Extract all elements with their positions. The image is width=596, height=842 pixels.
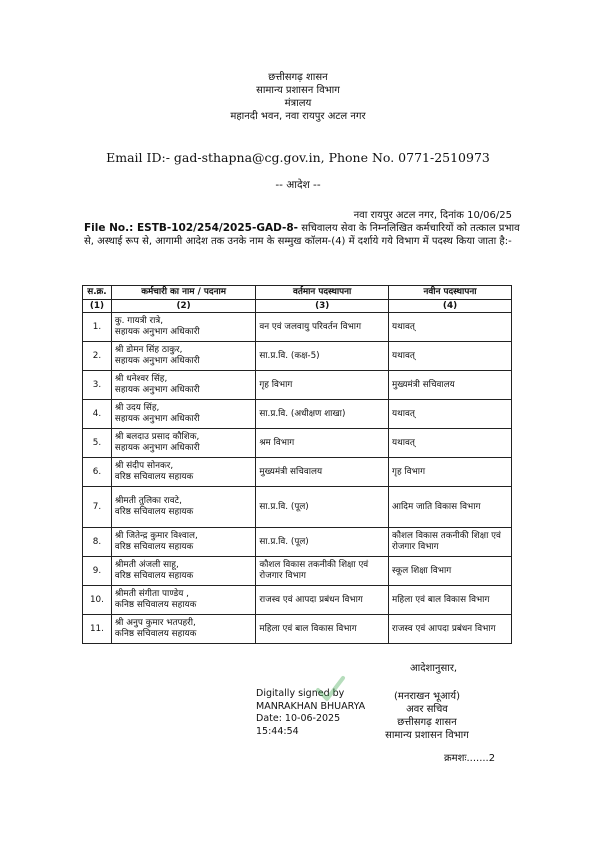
- header-state: छत्तीसगढ़ शासन: [268, 72, 328, 83]
- serial-cell: 3.: [83, 371, 112, 400]
- file-number: File No.: ESTB-102/254/2025-GAD-8-: [84, 222, 299, 234]
- signatory-org: छत्तीसगढ़ शासन: [397, 717, 457, 728]
- digital-signature-time: 15:44:54: [256, 725, 299, 737]
- current-posting-cell: गृह विभाग: [256, 371, 389, 400]
- table-row: [83, 557, 512, 586]
- current-posting-cell: सा.प्र.वि. (अधीक्षण शाखा): [256, 400, 389, 429]
- new-posting-cell: यथावत्: [389, 429, 512, 458]
- table-row: [83, 313, 512, 342]
- date-line: नवा रायपुर अटल नगर, दिनांक 10/06/25: [353, 210, 512, 221]
- new-posting-cell: स्कूल शिक्षा विभाग: [389, 557, 512, 586]
- digital-signature-date: Date: 10-06-2025: [256, 713, 341, 724]
- col-number: (3): [256, 300, 389, 313]
- employee-name: श्रीमती संगीता पाण्डेय ,: [114, 589, 189, 599]
- employee-cell: [111, 313, 255, 342]
- table-row: [83, 400, 512, 429]
- col-header-name: कर्मचारी का नाम / पदनाम: [111, 286, 255, 300]
- serial-cell: 10.: [83, 586, 112, 615]
- col-header-current: वर्तमान पदस्थापना: [256, 286, 389, 300]
- employee-cell: [111, 586, 255, 615]
- table-header-row: [83, 286, 512, 300]
- signatory-block: [352, 690, 502, 742]
- table-row: [83, 458, 512, 487]
- current-posting-cell: मुख्यमंत्री सचिवालय: [256, 458, 389, 487]
- employee-cell: [111, 487, 255, 528]
- employee-post: सहायक अनुभाग अधिकारी: [114, 327, 200, 337]
- serial-cell: 6.: [83, 458, 112, 487]
- header-address: महानदी भवन, नवा रायपुर अटल नगर: [230, 111, 366, 122]
- table-row: [83, 586, 512, 615]
- digital-signature-line: Digitally signed by: [256, 688, 345, 699]
- new-posting-cell: यथावत्: [389, 400, 512, 429]
- serial-cell: 4.: [83, 400, 112, 429]
- table-row: [83, 528, 512, 557]
- order-title: -- आदेश --: [275, 179, 321, 191]
- table-row: [83, 487, 512, 528]
- header-department: सामान्य प्रशासन विभाग: [256, 85, 340, 96]
- employee-name: कु. गायत्री रात्रे,: [114, 316, 164, 326]
- employee-name: श्री जितेन्द्र कुमार विश्वाल,: [114, 531, 198, 541]
- employee-cell: [111, 615, 255, 644]
- current-posting-cell: महिला एवं बाल विकास विभाग: [256, 615, 389, 644]
- employee-post: सहायक अनुभाग अधिकारी: [114, 443, 200, 453]
- new-posting-cell: मुख्यमंत्री सचिवालय: [389, 371, 512, 400]
- table-row: [83, 429, 512, 458]
- header-ministry: मंत्रालय: [284, 98, 312, 109]
- employee-cell: [111, 528, 255, 557]
- signatory-name: (मनराखन भूआर्य): [394, 691, 460, 702]
- employee-cell: [111, 458, 255, 487]
- employee-cell: [111, 557, 255, 586]
- employee-post: सहायक अनुभाग अधिकारी: [114, 414, 200, 424]
- signatory-designation: अवर सचिव: [406, 704, 448, 715]
- new-posting-cell: गृह विभाग: [389, 458, 512, 487]
- current-posting-cell: कौशल विकास तकनीकी शिक्षा एवं रोजगार विभाग: [256, 557, 389, 586]
- current-posting-cell: सा.प्र.वि. (कक्ष-5): [256, 342, 389, 371]
- current-posting-cell: राजस्व एवं आपदा प्रबंधन विभाग: [256, 586, 389, 615]
- current-posting-cell: श्रम विभाग: [256, 429, 389, 458]
- serial-cell: 11.: [83, 615, 112, 644]
- col-number: (2): [111, 300, 255, 313]
- new-posting-cell: यथावत्: [389, 313, 512, 342]
- employee-name: श्री डोमन सिंह ठाकुर,: [114, 345, 183, 355]
- employee-post: वरिष्ठ सचिवालय सहायक: [114, 472, 194, 482]
- new-posting-cell: राजस्व एवं आपदा प्रबंधन विभाग: [389, 615, 512, 644]
- table-row: [83, 615, 512, 644]
- serial-cell: 8.: [83, 528, 112, 557]
- serial-cell: 1.: [83, 313, 112, 342]
- order-body-text: सचिवालय सेवा के निम्नलिखित कर्मचारियों को तत्काल प्रभाव से, अस्थाई रूप से, आगामी आदेश तक उनके नाम के सम्मुख कॉलम-(4) में दर्शाये गये विभाग में पदस्थ किया जाता है:-: [84, 223, 520, 247]
- new-posting-cell: कौशल विकास तकनीकी शिक्षा एवं रोजगार विभाग: [389, 528, 512, 557]
- contact-line: Email ID:- gad-sthapna@cg.gov.in, Phone No. 0771-2510973: [106, 150, 490, 165]
- employee-cell: [111, 400, 255, 429]
- new-posting-cell: आदिम जाति विकास विभाग: [389, 487, 512, 528]
- employee-post: कनिष्ठ सचिवालय सहायक: [114, 600, 197, 610]
- employee-cell: [111, 429, 255, 458]
- table-row: [83, 371, 512, 400]
- serial-cell: 5.: [83, 429, 112, 458]
- table-row: [83, 342, 512, 371]
- employee-post: वरिष्ठ सचिवालय सहायक: [114, 571, 194, 581]
- employee-name: श्री उदय सिंह,: [114, 403, 160, 413]
- current-posting-cell: वन एवं जलवायु परिवर्तन विभाग: [256, 313, 389, 342]
- signature-valid-check-icon: [310, 668, 350, 708]
- signatory-department: सामान्य प्रशासन विभाग: [385, 730, 469, 741]
- employee-name: श्री बलदाउ प्रसाद कौशिक,: [114, 432, 200, 442]
- employee-post: सहायक अनुभाग अधिकारी: [114, 356, 200, 366]
- employee-post: वरिष्ठ सचिवालय सहायक: [114, 542, 194, 552]
- employee-post: सहायक अनुभाग अधिकारी: [114, 385, 200, 395]
- employee-post: कनिष्ठ सचिवालय सहायक: [114, 629, 197, 639]
- digital-signature-signer: MANRAKHAN BHUARYA: [256, 700, 366, 712]
- serial-cell: 7.: [83, 487, 112, 528]
- col-number: (4): [389, 300, 512, 313]
- continued-marker: क्रमशः.......2: [444, 753, 496, 764]
- employee-name: श्रीमती अंजली साहू,: [114, 560, 179, 570]
- employee-name: श्री संदीप सोनकर,: [114, 461, 174, 471]
- col-header-serial: स.क्र.: [83, 286, 112, 300]
- serial-cell: 9.: [83, 557, 112, 586]
- new-posting-cell: यथावत्: [389, 342, 512, 371]
- closing-text: आदेशानुसार,: [410, 663, 458, 674]
- order-paragraph: [84, 222, 520, 248]
- employee-name: श्रीमती तुलिका रावटे,: [114, 496, 182, 506]
- current-posting-cell: सा.प्र.वि. (पूल): [256, 487, 389, 528]
- employee-cell: [111, 371, 255, 400]
- new-posting-cell: महिला एवं बाल विकास विभाग: [389, 586, 512, 615]
- table-column-number-row: [83, 300, 512, 313]
- col-number: (1): [83, 300, 112, 313]
- employee-name: श्री धनेश्वर सिंह,: [114, 374, 168, 384]
- employee-cell: [111, 342, 255, 371]
- employee-name: श्री अनुप कुमार भतपहरी,: [114, 618, 196, 628]
- posting-table: [82, 285, 512, 644]
- current-posting-cell: सा.प्र.वि. (पूल): [256, 528, 389, 557]
- employee-post: वरिष्ठ सचिवालय सहायक: [114, 507, 194, 517]
- col-header-new: नवीन पदस्थापना: [389, 286, 512, 300]
- serial-cell: 2.: [83, 342, 112, 371]
